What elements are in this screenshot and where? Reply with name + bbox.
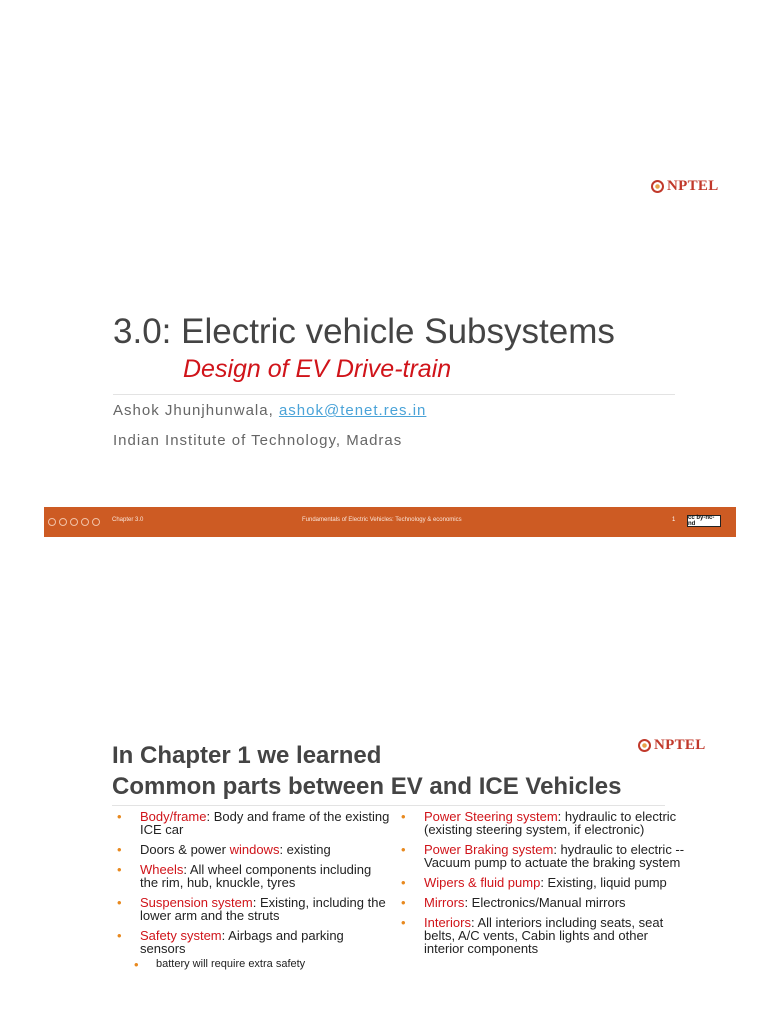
nptel-seal-icon	[651, 180, 664, 193]
footer-page-number: 1	[672, 517, 676, 523]
sub-list-item: • battery will require extra safety	[112, 958, 392, 971]
title-line-1: In Chapter 1 we learned	[112, 742, 382, 769]
list-item: • Wheels: All wheel components including the rim, hub, knuckle, tyres	[112, 863, 392, 889]
title-divider	[112, 805, 665, 806]
slide-nav-controls[interactable]	[48, 518, 100, 526]
nptel-logo-text: NPTEL	[654, 737, 706, 753]
title-divider	[113, 394, 675, 395]
pen-icon[interactable]	[70, 518, 78, 526]
slide-subtitle: Design of EV Drive-train	[183, 355, 452, 383]
nptel-seal-icon	[638, 739, 651, 752]
footer-course-title: Fundamentals of Electric Vehicles: Technology & economics	[302, 517, 462, 523]
title-line-2: Common parts between EV and ICE Vehicles	[112, 773, 622, 801]
next-slide-icon[interactable]	[59, 518, 67, 526]
institute-name: Indian Institute of Technology, Madras	[113, 432, 403, 449]
author-name: Ashok Jhunjhunwala,	[113, 402, 274, 419]
nptel-logo	[638, 737, 706, 754]
creative-commons-badge: cc by-nc-nd	[687, 515, 721, 527]
right-bullet-list	[396, 810, 686, 962]
left-bullet-list	[112, 810, 392, 978]
slides-grid-icon[interactable]	[81, 518, 89, 526]
author-line	[113, 402, 426, 419]
list-item: • Body/frame: Body and frame of the existing ICE car	[112, 810, 392, 836]
nptel-logo-text: NPTEL	[667, 178, 719, 194]
author-email-link[interactable]: ashok@tenet.res.in	[278, 402, 427, 419]
list-item: • Interiors: All interiors including seats, seat belts, A/C vents, Cabin lights and other interior components	[396, 916, 686, 955]
list-item: • Power Steering system: hydraulic to electric (existing steering system, if electronic)	[396, 810, 686, 836]
list-item: • Suspension system: Existing, including the lower arm and the struts	[112, 896, 392, 922]
slide-title: 3.0: Electric vehicle Subsystems	[113, 312, 615, 351]
nptel-logo	[651, 178, 719, 195]
slide-footer-bar	[44, 507, 736, 537]
content-slide	[0, 700, 768, 1024]
list-item: • Wipers & fluid pump: Existing, liquid pump	[396, 876, 686, 889]
slide-title	[112, 740, 621, 802]
zoom-icon[interactable]	[92, 518, 100, 526]
list-item: • Safety system: Airbags and parking sensors	[112, 929, 392, 955]
list-item: • Power Braking system: hydraulic to electric -- Vacuum pump to actuate the braking system	[396, 843, 686, 869]
footer-chapter: Chapter 3.0	[112, 517, 144, 523]
prev-slide-icon[interactable]	[48, 518, 56, 526]
list-item: • Mirrors: Electronics/Manual mirrors	[396, 896, 686, 909]
list-item: • Doors & power windows: existing	[112, 843, 392, 856]
